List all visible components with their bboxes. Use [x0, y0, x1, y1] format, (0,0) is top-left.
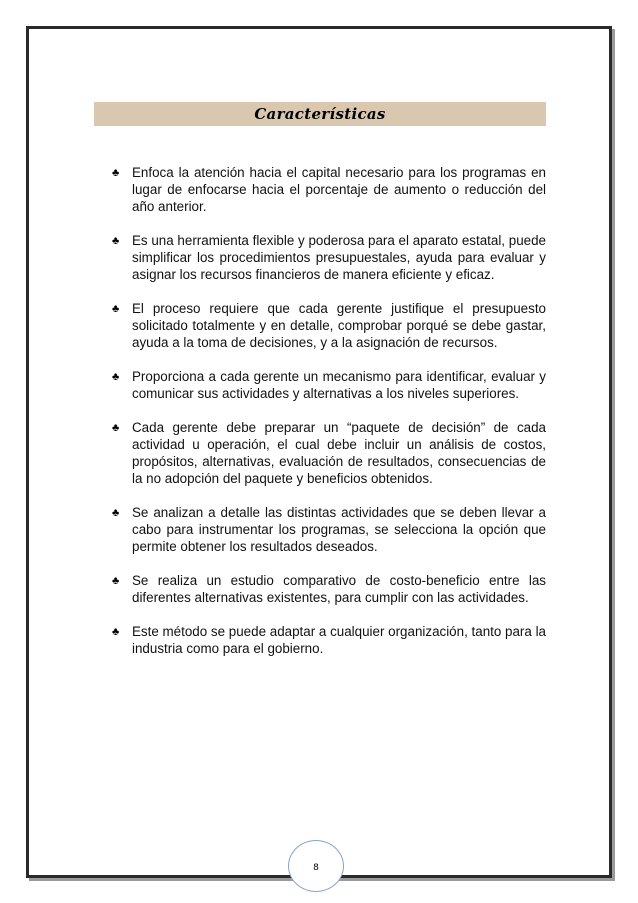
list-item — [112, 368, 546, 402]
page-number-badge — [288, 840, 344, 892]
characteristics-list — [112, 164, 546, 674]
list-item — [112, 623, 546, 657]
list-item-text: Es una herramienta flexible y poderosa para el aparato estatal, puede simplificar los procedimientos presupuestales, ayuda para evaluar y asignar los recursos financieros de manera eficiente y eficaz. — [132, 233, 546, 282]
list-item — [112, 504, 546, 555]
club-bullet-icon: ♣ — [112, 303, 120, 315]
club-bullet-icon: ♣ — [112, 235, 120, 247]
list-item-text: El proceso requiere que cada gerente justifique el presupuesto solicitado totalmente y en detalle, comprobar porqué se debe gastar, ayuda a la toma de decisiones, y a la asignación de recursos. — [132, 301, 546, 350]
list-item-text: Se realiza un estudio comparativo de costo-beneficio entre las diferentes alternativas existentes, para cumplir con las actividades. — [132, 573, 546, 605]
club-bullet-icon: ♣ — [112, 167, 120, 179]
club-bullet-icon: ♣ — [112, 371, 120, 383]
list-item-text: Proporciona a cada gerente un mecanismo para identificar, evaluar y comunicar sus actividades y alternativas a los niveles superiores. — [132, 369, 546, 401]
list-item — [112, 419, 546, 487]
club-bullet-icon: ♣ — [112, 626, 120, 638]
page-number: 8 — [313, 863, 319, 873]
list-item — [112, 232, 546, 283]
list-item — [112, 164, 546, 215]
list-item-text: Enfoca la atención hacia el capital necesario para los programas en lugar de enfocarse hacia el porcentaje de aumento o reducción del año anterior. — [132, 165, 546, 214]
club-bullet-icon: ♣ — [112, 575, 120, 587]
list-item — [112, 300, 546, 351]
section-heading: Características — [254, 105, 386, 123]
club-bullet-icon: ♣ — [112, 507, 120, 519]
list-item — [112, 572, 546, 606]
list-item-text: Cada gerente debe preparar un “paquete de decisión” de cada actividad u operación, el cual debe incluir un análisis de costos, propósitos, alternativas, evaluación de resultados, consecuencias de la no adopción del paquete y beneficios obtenidos. — [132, 420, 546, 486]
list-item-text: Este método se puede adaptar a cualquier organización, tanto para la industria como para el gobierno. — [132, 624, 546, 656]
list-item-text: Se analizan a detalle las distintas actividades que se deben llevar a cabo para instrumentar los programas, se selecciona la opción que permite obtener los resultados deseados. — [132, 505, 546, 554]
section-heading-bar — [94, 102, 546, 126]
club-bullet-icon: ♣ — [112, 422, 120, 434]
